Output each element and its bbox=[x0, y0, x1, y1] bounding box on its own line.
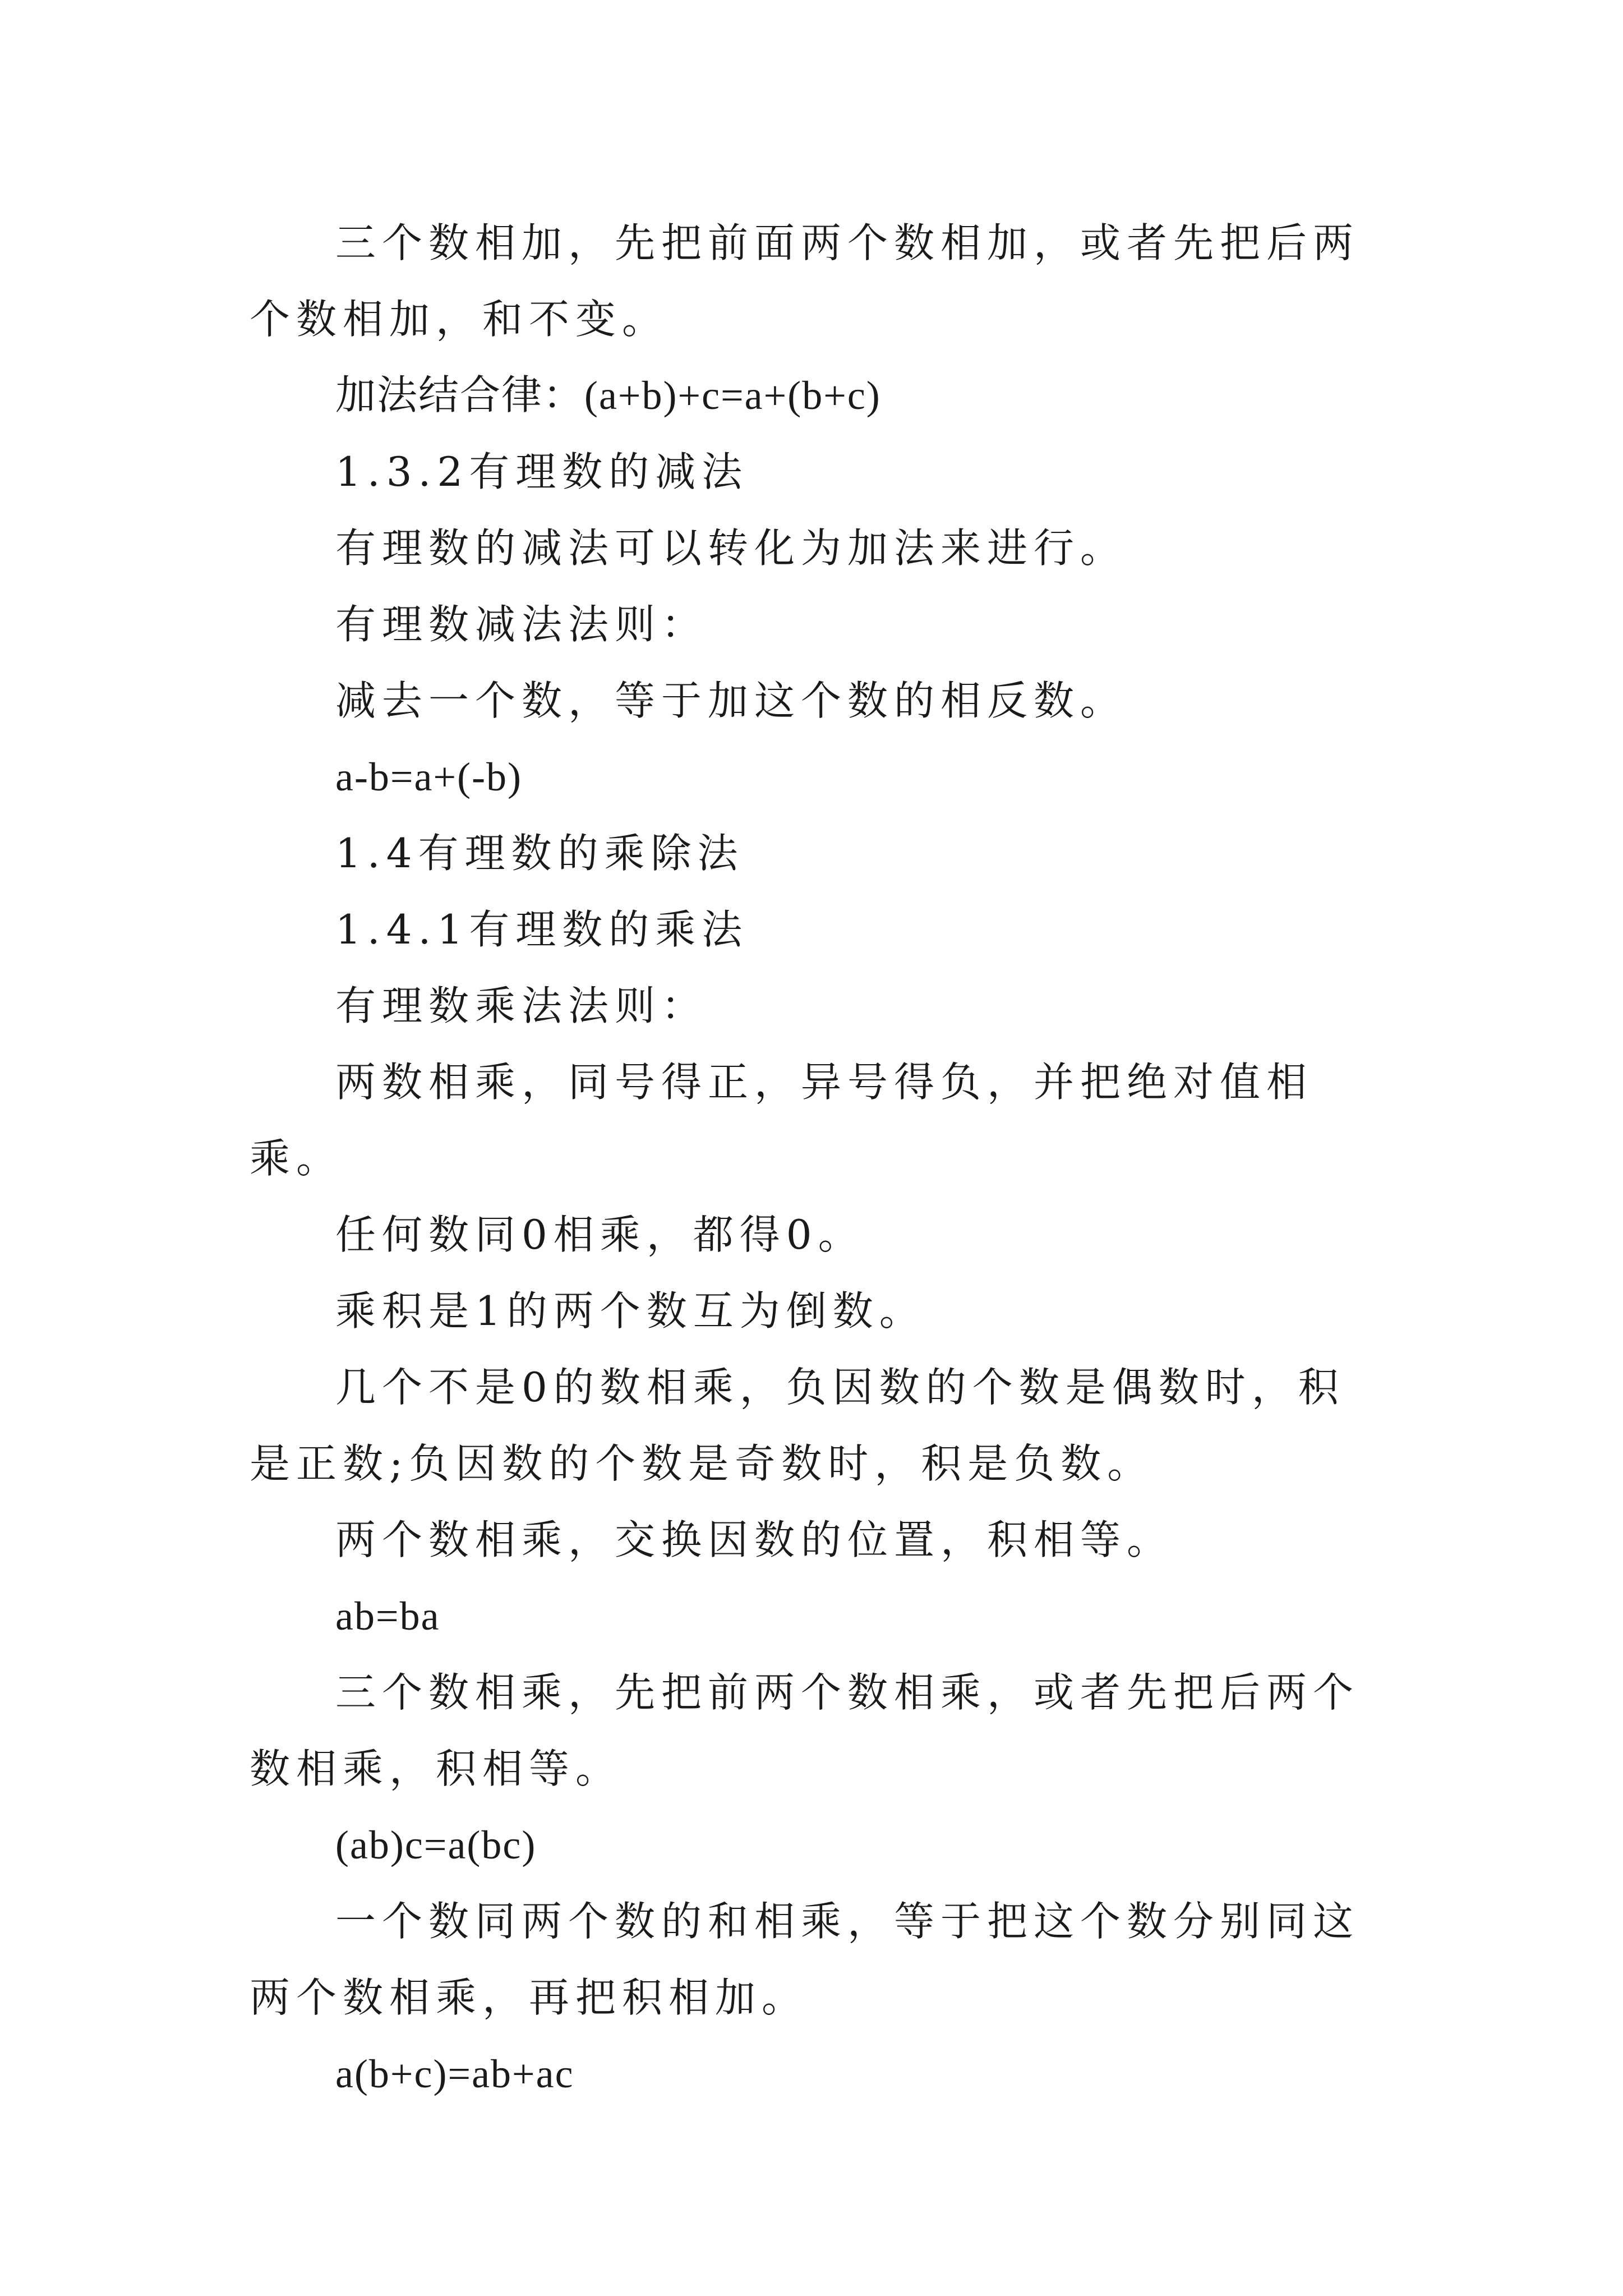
paragraph-subtraction-to-addition: 有理数的减法可以转化为加法来进行。 bbox=[335, 524, 1127, 572]
paragraph-subtraction-rule-title: 有理数减法法则： bbox=[335, 601, 708, 648]
heading-multiplication: 1.4.1有理数的乘法 bbox=[335, 906, 749, 953]
heading-multiplication-division: 1.4有理数的乘除法 bbox=[335, 830, 744, 877]
paragraph-addition-associative-law: 加法结合律：(a+b)+c=a+(b+c) bbox=[335, 373, 881, 418]
heading-subtraction: 1.3.2有理数的减法 bbox=[335, 448, 749, 495]
paragraph-associative-multiplication: 三个数相乘，先把前两个数相乘，或者先把后两个数相乘，积相等。 bbox=[250, 1669, 1360, 1792]
formula-commutative: ab=ba bbox=[335, 1594, 440, 1639]
document-body bbox=[250, 205, 1388, 2112]
paragraph-reciprocals: 乘积是1的两个数互为倒数。 bbox=[335, 1287, 926, 1335]
formula-subtraction: a-b=a+(-b) bbox=[335, 754, 523, 799]
paragraph-subtraction-rule: 减去一个数，等于加这个数的相反数。 bbox=[335, 677, 1127, 724]
formula-associative: (ab)c=a(bc) bbox=[335, 1823, 537, 1867]
paragraph-commutative-multiplication: 两个数相乘，交换因数的位置，积相等。 bbox=[335, 1516, 1174, 1563]
formula-distributive: a(b+c)=ab+ac bbox=[335, 2051, 574, 2096]
paragraph-multiplication-sign-rule: 两数相乘，同号得正，异号得负，并把绝对值相乘。 bbox=[250, 1059, 1313, 1182]
paragraph-multiply-by-zero: 任何数同0相乘，都得0。 bbox=[335, 1211, 865, 1258]
paragraph-distributive: 一个数同两个数的和相乘，等于把这个数分别同这两个数相乘，再把积相加。 bbox=[250, 1898, 1360, 2021]
paragraph-addition-three-numbers: 三个数相加，先把前面两个数相加，或者先把后两个数相加，和不变。 bbox=[250, 219, 1360, 343]
paragraph-multiplication-rule-title: 有理数乘法法则： bbox=[335, 982, 708, 1029]
paragraph-negative-factors: 几个不是0的数相乘，负因数的个数是偶数时，积是正数;负因数的个数是奇数时，积是负数。 bbox=[250, 1364, 1345, 1487]
